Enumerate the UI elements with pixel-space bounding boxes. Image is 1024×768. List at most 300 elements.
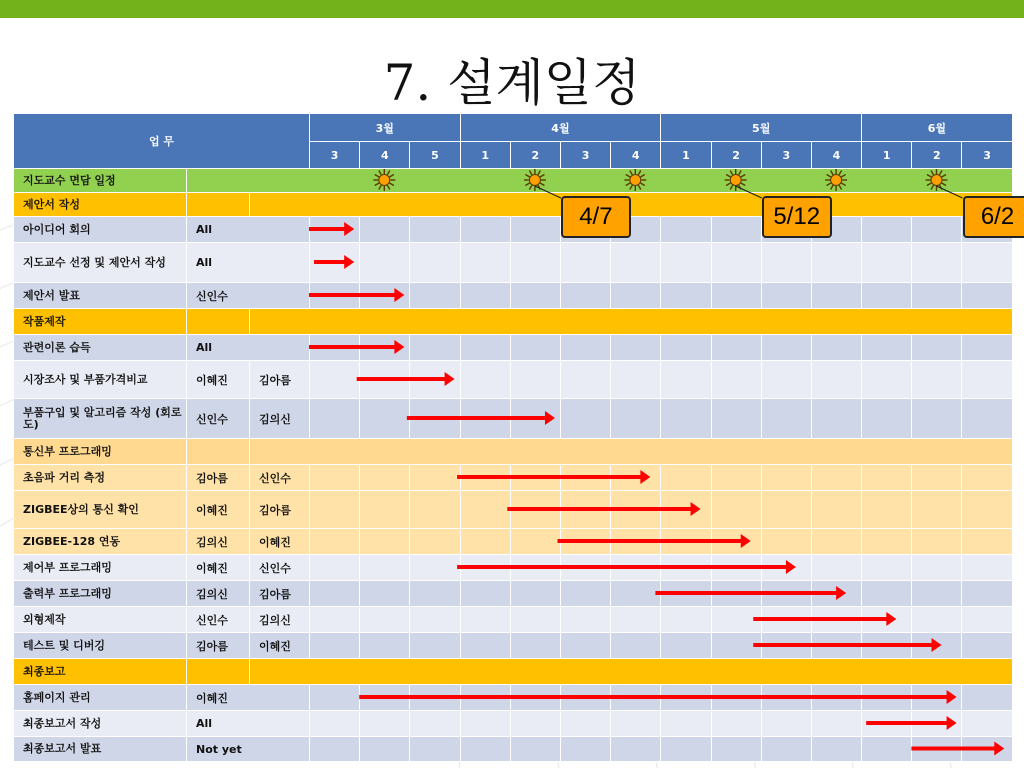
week-cell <box>611 737 661 762</box>
week-cell <box>310 555 360 581</box>
week-cell <box>761 711 811 737</box>
week-cell <box>862 737 912 762</box>
week-cell <box>962 335 1012 361</box>
week-cell <box>611 335 661 361</box>
week-cell <box>560 243 610 283</box>
week-cell <box>560 529 610 555</box>
week-cell <box>811 555 861 581</box>
week-cell <box>310 217 360 243</box>
week-cell <box>811 465 861 491</box>
task-label: 초음파 거리 측정 <box>14 465 187 491</box>
week-cell <box>510 283 560 309</box>
week-cell <box>360 555 410 581</box>
schedule-row <box>14 633 1013 659</box>
week-cell <box>661 243 711 283</box>
assignee: 이혜진 <box>187 685 310 711</box>
week-cell <box>661 335 711 361</box>
week-cell <box>410 335 460 361</box>
week-cell <box>510 685 560 711</box>
week-cell <box>912 581 962 607</box>
assignee: All <box>187 243 310 283</box>
assignee: 김의신 <box>187 529 250 555</box>
assignee: All <box>187 335 310 361</box>
week-cell <box>711 243 761 283</box>
assignee: 이혜진 <box>187 361 250 399</box>
week-cell <box>912 711 962 737</box>
week-cell <box>912 243 962 283</box>
week-cell <box>962 283 1012 309</box>
schedule-row <box>14 659 1013 685</box>
week-cell <box>510 737 560 762</box>
week-cell <box>761 555 811 581</box>
week-cell <box>310 529 360 555</box>
schedule-row <box>14 491 1013 529</box>
assignee: 신인수 <box>250 465 310 491</box>
week-cell <box>761 685 811 711</box>
week-cell <box>811 335 861 361</box>
week-cell <box>711 529 761 555</box>
task-label: 통신부 프로그래밍 <box>14 439 187 465</box>
week-cell <box>711 633 761 659</box>
week-cell <box>912 399 962 439</box>
week-cell <box>912 685 962 711</box>
week-cell <box>460 685 510 711</box>
assignee: 신인수 <box>250 555 310 581</box>
schedule-row <box>14 193 1013 217</box>
week-cell <box>410 399 460 439</box>
schedule-row <box>14 555 1013 581</box>
week-cell <box>711 737 761 762</box>
assignee: 신인수 <box>187 283 310 309</box>
assignee: 김아름 <box>187 465 250 491</box>
week-cell <box>711 465 761 491</box>
week-cell <box>611 465 661 491</box>
week-cell <box>310 335 360 361</box>
week-cell <box>510 529 560 555</box>
week-cell <box>360 217 410 243</box>
task-label: 지도교수 면담 일정 <box>14 169 187 193</box>
week-cell <box>962 361 1012 399</box>
week-cell <box>310 607 360 633</box>
assignee: 이혜진 <box>187 555 250 581</box>
week-cell <box>862 465 912 491</box>
week-cell <box>560 581 610 607</box>
week-cell <box>310 737 360 762</box>
date-callout: 5/12 <box>762 196 832 238</box>
week-header: 1 <box>661 142 711 169</box>
assignee: Not yet <box>187 737 310 762</box>
week-cell <box>611 243 661 283</box>
week-cell <box>862 581 912 607</box>
task-label: 제안서 발표 <box>14 283 187 309</box>
section-person-cell <box>187 309 250 335</box>
week-cell <box>912 361 962 399</box>
week-cell <box>510 633 560 659</box>
month-header: 6월 <box>862 114 1013 142</box>
week-cell <box>811 491 861 529</box>
task-label: 부품구입 및 알고리즘 작성 (회로도) <box>14 399 187 439</box>
week-cell <box>360 737 410 762</box>
week-cell <box>310 399 360 439</box>
assignee: 신인수 <box>187 399 250 439</box>
week-cell <box>761 243 811 283</box>
week-cell <box>310 283 360 309</box>
section-band <box>250 659 1013 685</box>
week-cell <box>962 555 1012 581</box>
week-cell <box>811 607 861 633</box>
schedule-row <box>14 607 1013 633</box>
week-cell <box>560 711 610 737</box>
week-cell <box>560 633 610 659</box>
week-cell <box>862 633 912 659</box>
week-cell <box>410 243 460 283</box>
week-cell <box>310 633 360 659</box>
week-cell <box>460 361 510 399</box>
week-header: 1 <box>862 142 912 169</box>
week-cell <box>761 399 811 439</box>
week-cell <box>611 581 661 607</box>
week-cell <box>611 607 661 633</box>
week-header: 2 <box>912 142 962 169</box>
week-cell <box>912 607 962 633</box>
week-cell <box>360 361 410 399</box>
task-label: 아이디어 회의 <box>14 217 187 243</box>
week-cell <box>661 283 711 309</box>
week-cell <box>962 685 1012 711</box>
week-cell <box>360 581 410 607</box>
week-cell <box>460 737 510 762</box>
week-cell <box>410 465 460 491</box>
week-cell <box>460 217 510 243</box>
week-cell <box>310 685 360 711</box>
week-cell <box>360 243 410 283</box>
week-cell <box>661 399 711 439</box>
week-cell <box>560 555 610 581</box>
week-cell <box>912 529 962 555</box>
week-cell <box>560 361 610 399</box>
week-cell <box>560 465 610 491</box>
week-cell <box>912 491 962 529</box>
week-cell <box>611 529 661 555</box>
week-cell <box>661 465 711 491</box>
week-cell <box>862 283 912 309</box>
task-label: 홈페이지 관리 <box>14 685 187 711</box>
schedule-row <box>14 529 1013 555</box>
week-cell <box>811 711 861 737</box>
assignee: 김아름 <box>250 491 310 529</box>
schedule-row <box>14 737 1013 762</box>
week-cell <box>661 633 711 659</box>
schedule-row <box>14 283 1013 309</box>
week-cell <box>912 633 962 659</box>
week-cell <box>862 491 912 529</box>
section-person-cell <box>187 659 250 685</box>
week-cell <box>912 555 962 581</box>
week-cell <box>711 283 761 309</box>
week-cell <box>862 685 912 711</box>
week-cell <box>360 711 410 737</box>
week-cell <box>962 491 1012 529</box>
week-cell <box>862 711 912 737</box>
week-cell <box>510 243 560 283</box>
week-cell <box>560 685 610 711</box>
week-cell <box>962 465 1012 491</box>
week-cell <box>460 529 510 555</box>
schedule-row <box>14 685 1013 711</box>
week-cell <box>962 711 1012 737</box>
section-band <box>250 439 1013 465</box>
week-cell <box>811 361 861 399</box>
week-cell <box>862 529 912 555</box>
week-cell <box>811 633 861 659</box>
week-cell <box>811 685 861 711</box>
week-cell <box>510 217 560 243</box>
section-band <box>250 309 1013 335</box>
week-cell <box>410 217 460 243</box>
week-cell <box>410 555 460 581</box>
week-header: 4 <box>360 142 410 169</box>
month-header: 5월 <box>661 114 862 142</box>
week-cell <box>661 529 711 555</box>
week-cell <box>711 399 761 439</box>
week-cell <box>460 607 510 633</box>
schedule-row <box>14 465 1013 491</box>
week-cell <box>560 335 610 361</box>
week-cell <box>460 491 510 529</box>
task-label: 시장조사 및 부품가격비교 <box>14 361 187 399</box>
task-label: 최종보고서 작성 <box>14 711 187 737</box>
week-cell <box>611 491 661 529</box>
week-cell <box>661 685 711 711</box>
week-cell <box>460 243 510 283</box>
week-cell <box>360 335 410 361</box>
week-cell <box>761 491 811 529</box>
week-cell <box>912 217 962 243</box>
week-cell <box>711 217 761 243</box>
slide-title: 7. 설계일정 <box>383 54 641 112</box>
week-cell <box>310 361 360 399</box>
schedule-table <box>13 113 1013 762</box>
week-cell <box>510 465 560 491</box>
task-label: 제어부 프로그래밍 <box>14 555 187 581</box>
week-header: 5 <box>410 142 460 169</box>
week-cell <box>711 711 761 737</box>
week-cell <box>460 633 510 659</box>
week-cell <box>711 491 761 529</box>
week-cell <box>510 491 560 529</box>
week-cell <box>962 737 1012 762</box>
week-cell <box>460 283 510 309</box>
week-cell <box>560 399 610 439</box>
schedule-row <box>14 439 1013 465</box>
week-cell <box>862 361 912 399</box>
week-cell <box>711 555 761 581</box>
week-cell <box>410 361 460 399</box>
week-cell <box>661 607 711 633</box>
week-cell <box>360 685 410 711</box>
assignee: 김의신 <box>250 607 310 633</box>
week-cell <box>811 529 861 555</box>
week-cell <box>310 711 360 737</box>
week-cell <box>962 633 1012 659</box>
week-cell <box>711 607 761 633</box>
date-callout: 4/7 <box>561 196 631 238</box>
week-cell <box>611 555 661 581</box>
week-cell <box>310 465 360 491</box>
week-cell <box>410 737 460 762</box>
week-cell <box>310 491 360 529</box>
week-cell <box>410 685 460 711</box>
week-header: 3 <box>310 142 360 169</box>
task-label: 최종보고 <box>14 659 187 685</box>
task-label: ZIGBEE상의 통신 확인 <box>14 491 187 529</box>
assignee: 이혜진 <box>250 633 310 659</box>
week-cell <box>611 685 661 711</box>
schedule-row <box>14 217 1013 243</box>
week-cell <box>410 581 460 607</box>
week-cell <box>510 607 560 633</box>
schedule-row <box>14 243 1013 283</box>
task-label: 테스트 및 디버깅 <box>14 633 187 659</box>
week-cell <box>611 711 661 737</box>
week-cell <box>661 361 711 399</box>
week-header: 2 <box>711 142 761 169</box>
week-cell <box>862 335 912 361</box>
week-cell <box>460 465 510 491</box>
week-cell <box>811 243 861 283</box>
week-cell <box>460 555 510 581</box>
week-cell <box>862 555 912 581</box>
week-cell <box>310 581 360 607</box>
schedule-row <box>14 581 1013 607</box>
week-cell <box>962 529 1012 555</box>
month-header: 3월 <box>310 114 461 142</box>
assignee: 이혜진 <box>187 491 250 529</box>
assignee: All <box>187 711 310 737</box>
schedule-row <box>14 335 1013 361</box>
section-person-cell <box>187 439 250 465</box>
week-cell <box>962 399 1012 439</box>
schedule-row <box>14 361 1013 399</box>
week-cell <box>711 361 761 399</box>
week-cell <box>560 491 610 529</box>
task-label: 외형제작 <box>14 607 187 633</box>
assignee: All <box>187 217 310 243</box>
week-cell <box>761 361 811 399</box>
schedule-row <box>14 399 1013 439</box>
week-header: 3 <box>761 142 811 169</box>
task-label: 관련이론 습득 <box>14 335 187 361</box>
week-cell <box>761 581 811 607</box>
week-cell <box>360 465 410 491</box>
task-label: 출력부 프로그래밍 <box>14 581 187 607</box>
week-cell <box>410 283 460 309</box>
assignee: 김의신 <box>187 581 250 607</box>
week-cell <box>811 283 861 309</box>
week-cell <box>510 555 560 581</box>
assignee: 김아름 <box>187 633 250 659</box>
week-cell <box>510 335 560 361</box>
date-callout: 6/2 <box>963 196 1024 238</box>
schedule-row <box>14 309 1013 335</box>
header-task: 업 무 <box>14 114 310 169</box>
week-header: 3 <box>560 142 610 169</box>
assignee: 김아름 <box>250 361 310 399</box>
week-cell <box>761 633 811 659</box>
week-cell <box>962 243 1012 283</box>
week-cell <box>310 243 360 283</box>
week-header: 1 <box>460 142 510 169</box>
week-header: 2 <box>510 142 560 169</box>
week-cell <box>761 465 811 491</box>
assignee: 김의신 <box>250 399 310 439</box>
week-cell <box>661 581 711 607</box>
week-cell <box>410 711 460 737</box>
week-cell <box>560 607 610 633</box>
week-cell <box>711 685 761 711</box>
week-cell <box>360 491 410 529</box>
week-cell <box>360 529 410 555</box>
week-cell <box>611 399 661 439</box>
week-cell <box>811 581 861 607</box>
task-label: 지도교수 선정 및 제안서 작성 <box>14 243 187 283</box>
week-cell <box>560 737 610 762</box>
week-cell <box>661 555 711 581</box>
schedule-row <box>14 169 1013 193</box>
week-cell <box>761 283 811 309</box>
week-cell <box>410 607 460 633</box>
week-cell <box>360 633 410 659</box>
schedule-row <box>14 711 1013 737</box>
week-cell <box>410 633 460 659</box>
week-cell <box>611 361 661 399</box>
assignee: 김아름 <box>250 581 310 607</box>
week-header: 4 <box>811 142 861 169</box>
week-cell <box>811 737 861 762</box>
week-cell <box>761 529 811 555</box>
task-label: 작품제작 <box>14 309 187 335</box>
week-cell <box>912 283 962 309</box>
task-label: ZIGBEE-128 연동 <box>14 529 187 555</box>
task-label: 최종보고서 발표 <box>14 737 187 762</box>
week-cell <box>862 607 912 633</box>
week-cell <box>510 711 560 737</box>
week-cell <box>711 581 761 607</box>
week-cell <box>912 465 962 491</box>
week-header: 3 <box>962 142 1012 169</box>
week-cell <box>510 581 560 607</box>
week-cell <box>510 361 560 399</box>
week-cell <box>661 737 711 762</box>
week-cell <box>811 399 861 439</box>
week-cell <box>460 711 510 737</box>
assignee: 이혜진 <box>250 529 310 555</box>
week-cell <box>962 581 1012 607</box>
week-cell <box>360 399 410 439</box>
week-cell <box>862 217 912 243</box>
month-header: 4월 <box>460 114 661 142</box>
week-cell <box>862 399 912 439</box>
week-cell <box>510 399 560 439</box>
week-cell <box>360 607 410 633</box>
week-cell <box>560 283 610 309</box>
week-cell <box>410 529 460 555</box>
week-cell <box>410 491 460 529</box>
week-cell <box>912 335 962 361</box>
week-cell <box>460 335 510 361</box>
week-cell <box>862 243 912 283</box>
week-cell <box>460 581 510 607</box>
